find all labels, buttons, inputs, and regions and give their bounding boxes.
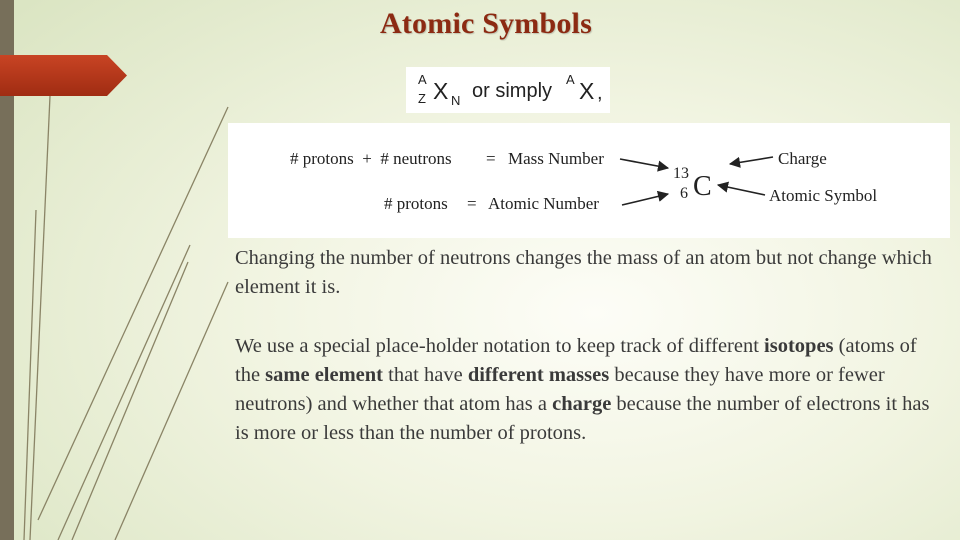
bold-same-element: same element <box>265 364 383 386</box>
notation-mass-number: A <box>418 72 427 87</box>
atomic-symbol-label: Atomic Symbol <box>769 186 878 205</box>
notation-simple-mass-number: A <box>566 72 575 87</box>
paragraph-text: because they have more or fewer neutrons) and whether that atom has a <box>235 364 885 415</box>
paragraph-neutrons: Changing the number of neutrons changes the mass of an atom but not change which element it is. <box>235 247 932 298</box>
notation-atomic-number: Z <box>418 91 426 106</box>
isotope-notation-image <box>406 67 610 113</box>
element-mass-number: 13 <box>673 165 689 182</box>
diagram-row2-equals: = <box>467 194 477 213</box>
notation-connector: or simply <box>472 80 553 102</box>
slide-title: Atomic Symbols <box>380 7 592 40</box>
bold-different-masses: different masses <box>467 364 610 386</box>
atomic-symbol-diagram <box>228 123 950 238</box>
paragraph-text: because the number of electrons it has is more or less than the number of protons. <box>235 393 930 444</box>
diagram-row1-left: # protons + # neutrons <box>290 149 452 168</box>
paragraph-notation <box>235 332 945 448</box>
element-atomic-number: 6 <box>680 185 688 202</box>
bold-isotopes: isotopes <box>764 335 834 357</box>
accent-arrow-tab <box>0 55 127 96</box>
notation-neutron-count: N <box>451 93 461 108</box>
paragraph-text: that have <box>383 364 468 386</box>
arrow-to-symbol <box>718 185 765 195</box>
element-symbol: C <box>693 171 712 202</box>
notation-symbol: X <box>433 78 449 104</box>
arrow-to-charge <box>730 157 773 164</box>
paragraph-text: We use a special place-holder notation to keep track of different <box>235 335 765 357</box>
paragraph-text: (atoms of the <box>235 335 917 386</box>
charge-label: Charge <box>778 149 827 168</box>
diagram-row2-left: # protons <box>384 194 448 213</box>
notation-trailing-punct: , <box>597 82 603 104</box>
bold-charge: charge <box>552 393 612 415</box>
diagram-row1-mass-number: Mass Number <box>508 149 604 168</box>
arrow-to-atomic-number <box>622 194 668 205</box>
diagram-row1-equals: = <box>486 149 496 168</box>
arrow-to-mass-number <box>620 159 668 168</box>
diagram-row2-atomic-number: Atomic Number <box>488 194 599 213</box>
notation-simple-symbol: X <box>579 78 595 104</box>
